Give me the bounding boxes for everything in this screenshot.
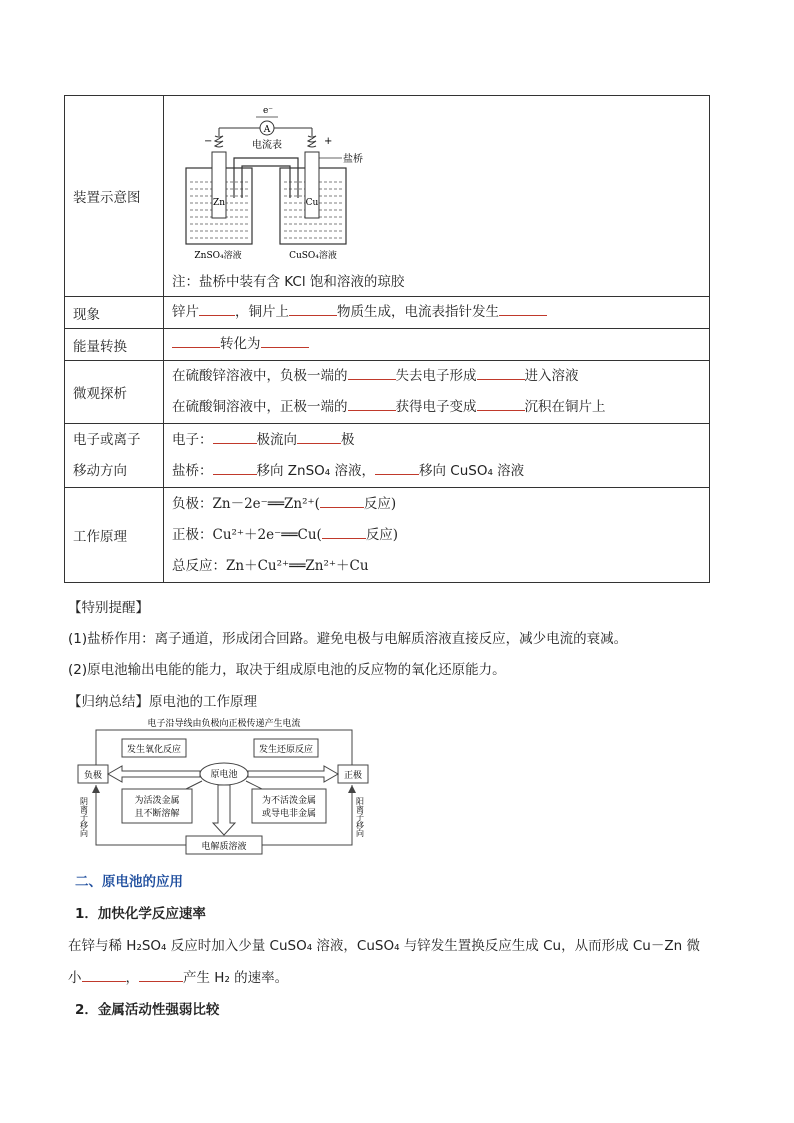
energy-text: 转化为 [172,329,701,360]
blank[interactable] [477,396,525,411]
anion-label: 阴离子移向 [79,797,89,837]
electron-direction: 电子： 极流向 极 [172,425,701,456]
blank[interactable] [213,429,257,444]
left-arrow [108,766,200,782]
reminder-point-1: (1)盐桥作用：离子通道，形成闭合回路。避免电极与电解质溶液直接反应，减少电流的衰减。 [68,631,628,647]
micro-line-2: 在硫酸铜溶液中，正极一端的 获得电子变成 沉积在铜片上 [172,392,701,423]
plus-sign: + [324,136,333,147]
blank[interactable] [322,524,366,539]
row-label-movement: 电子或离子 移动方向 [65,424,164,488]
oxidation-label: 发生氧化反应 [126,745,182,755]
electrolyte-label: 电解质溶液 [201,842,247,852]
blank[interactable] [348,365,396,380]
zinc-electrode [212,152,226,218]
cathode-reaction: 正极：Cu²⁺＋2e⁻══Cu( 反应) [172,520,701,551]
blank[interactable] [139,967,183,982]
cation-label: 阳离子移向 [355,797,365,837]
cell-center-label: 原电池 [210,770,238,780]
micro-line-1: 在硫酸锌溶液中，负极一端的 失去电子形成 进入溶液 [172,361,701,392]
row-label-principle: 工作原理 [65,488,164,583]
row-label-phenomenon: 现象 [65,297,164,329]
blank[interactable] [199,301,235,316]
blank[interactable] [172,333,220,348]
left-solution-label: ZnSO₄溶液 [194,251,242,261]
blank[interactable] [297,429,341,444]
blank[interactable] [320,493,364,508]
salt-bridge-note: 注：盐桥中装有含 KCl 饱和溶液的琼胶 [172,274,405,290]
row-label-energy: 能量转换 [65,329,164,361]
blank[interactable] [261,333,309,348]
reminder-title: 【特别提醒】 [68,600,149,616]
svg-text:或导电非金属: 或导电非金属 [261,809,317,819]
section-2-2-title: 2．金属活动性强弱比较 [75,1002,220,1018]
positive-electrode-label: 正极 [343,771,363,781]
salt-bridge-direction: 盐桥： 移向 ZnSO₄ 溶液， 移向 CuSO₄ 溶液 [172,456,701,487]
principle-table [64,95,710,583]
zn-label: Zn [212,198,226,208]
right-solution-label: CuSO₄溶液 [289,251,337,261]
reminder-point-2: (2)原电池输出电能的能力，取决于组成原电池的反应物的氧化还原能力。 [68,662,506,678]
blank[interactable] [213,460,257,475]
section-2-title: 二、原电池的应用 [75,874,183,890]
summary-title: 【归纳总结】原电池的工作原理 [68,694,257,710]
electron-label: e⁻ [262,106,274,116]
blank[interactable] [477,365,525,380]
section-2-1-text-1: 在锌与稀 H₂SO₄ 反应时加入少量 CuSO₄ 溶液，CuSO₄ 与锌发生置换反应生成 Cu，从而形成 Cu－Zn 微 [68,938,700,954]
row-label-device: 装置示意图 [65,96,164,297]
blank[interactable] [289,301,337,316]
blank[interactable] [375,460,419,475]
anode-reaction: 负极：Zn－2e⁻══Zn²⁺( 反应) [172,489,701,520]
down-arrow [213,785,235,835]
blank[interactable] [348,396,396,411]
reduction-label: 发生还原反应 [258,745,314,755]
section-2-1-title: 1．加快化学反应速率 [75,906,206,922]
minus-sign: − [204,136,213,147]
ammeter-label: 电流表 [252,140,282,151]
galvanic-cell-diagram [178,100,378,270]
salt-bridge [234,158,298,198]
svg-text:为活泼金属: 为活泼金属 [134,796,180,806]
right-arrow [248,766,338,782]
total-reaction: 总反应：Zn＋Cu²⁺══Zn²⁺＋Cu [172,557,369,574]
blank[interactable] [499,301,547,316]
copper-electrode [305,152,319,218]
blank[interactable] [82,967,126,982]
ammeter-symbol: A [263,125,271,135]
working-principle-flowchart [74,715,374,859]
row-label-micro: 微观探析 [65,361,164,424]
phenomenon-text: 锌片 ，铜片上 物质生成，电流表指针发生 [172,297,701,328]
cu-label: Cu [305,198,319,208]
salt-bridge-label: 盐桥 [343,154,363,165]
svg-text:为不活泼金属: 为不活泼金属 [261,796,317,806]
flow-top-label: 电子沿导线由负极向正极传递产生电流 [147,719,301,729]
negative-electrode-label: 负极 [83,771,103,781]
svg-text:且不断溶解: 且不断溶解 [134,809,180,819]
section-2-1-text-2: 小 ， 产生 H₂ 的速率。 [68,966,288,986]
